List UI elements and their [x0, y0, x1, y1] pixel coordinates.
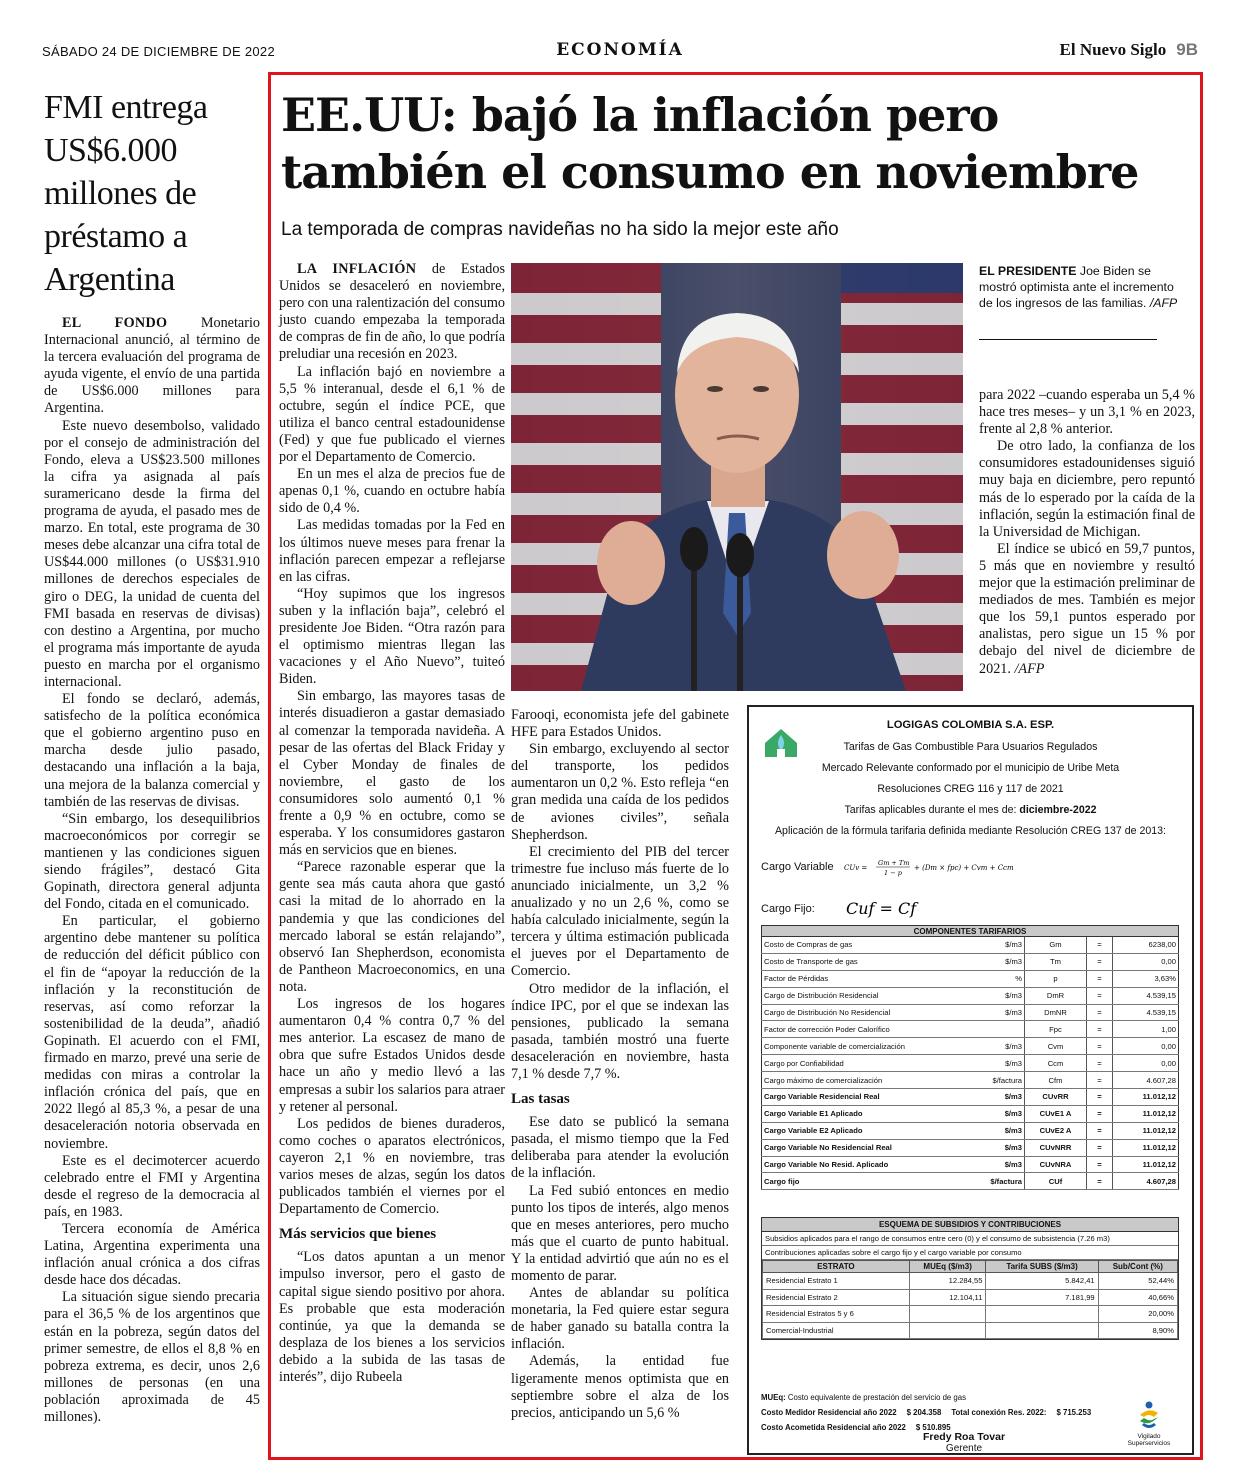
component-symbol: Fpc [1025, 1021, 1087, 1038]
component-value: 11.012,12 [1113, 1122, 1179, 1139]
component-row [762, 1122, 1179, 1139]
logigas-tariff-ad [747, 705, 1194, 1455]
component-value: 1,00 [1113, 1021, 1179, 1038]
svg-text:+ (Dm × fpc) + Cvm + Ccm: + (Dm × fpc) + Cvm + Ccm [914, 864, 1014, 872]
caption-divider [979, 339, 1157, 340]
fmi-body [44, 315, 260, 1426]
fixed-charge-equation [844, 897, 1004, 921]
ad-line-4 [749, 804, 1192, 816]
component-symbol: p [1025, 970, 1087, 987]
feature-subhead: La temporada de compras navideñas no ha sido la mejor este año [281, 219, 839, 240]
component-row [762, 953, 1179, 970]
component-unit: $/m3 [987, 1139, 1025, 1156]
component-symbol: Ccm [1025, 1055, 1087, 1072]
component-value: 4.607,28 [1113, 1173, 1179, 1190]
feature-paragraph: “Parece razonable esperar que la gente sea más cauta ahora que gastó casi la mitad de lo ahorrado en la pandemia y que las condiciones del mercado laboral se están relajando”, observó Ian Shepherdson, economista de Pantheon Macroeconomics, en una nota. [279, 859, 505, 995]
subsidy-percent: 8,90% [1098, 1322, 1177, 1339]
fmi-paragraph-text: Monetario Internacional anunció, al término de la tercera evaluación del programa de ayuda vigente, el envío de una partida de US$6.000 millones para Argentina. [44, 315, 260, 417]
component-row [762, 1072, 1179, 1089]
biden-photo-illustration [511, 263, 963, 691]
signer-name: Fredy Roa Tovar [922, 1431, 1006, 1443]
subsidies-table [761, 1217, 1179, 1340]
component-unit: $/m3 [987, 1089, 1025, 1106]
ad-line-4-prefix: Tarifas aplicables durante el mes de: [844, 804, 1020, 816]
subsidy-percent: 52,44% [1098, 1273, 1177, 1290]
component-row [762, 1004, 1179, 1021]
mueq-label: MUEq: [761, 1393, 786, 1402]
feature-paragraph: El crecimiento del PIB del tercer trimestre fue incluso más fuerte de lo anunciado inicialmente, un 3,2 % anualizado y no un 2,6 %, como se había calculado inicialmente, según la tercera y última estimación publicada el jueves por el Departamento de Comercio. [511, 843, 729, 980]
component-name: Cargo Variable No Resid. Aplicado [762, 1156, 987, 1173]
component-equals: = [1087, 1055, 1113, 1072]
feature-paragraph: De otro lado, la confianza de los consumidores estadounidenses siguió muy baja en diciembre, pero repuntó más de lo esperado por la caída de la inflación, según la estimación final de la Universidad de Michigan. [979, 438, 1195, 540]
component-unit: $/m3 [987, 987, 1025, 1004]
component-name: Cargo por Confiabilidad [762, 1055, 987, 1072]
subsidy-stratum: Comercial-Industrial [763, 1322, 910, 1339]
component-equals: = [1087, 953, 1113, 970]
component-unit [987, 1021, 1025, 1038]
component-value: 11.012,12 [1113, 1156, 1179, 1173]
component-row [762, 1173, 1179, 1190]
tariff-components-table [761, 925, 1179, 1190]
fmi-paragraph: Este nuevo desembolso, validado por el consejo de administración del Fondo, eleva a US$23.500 millones la cifra ya asignada al país suramericano desde la firma del programa de ayuda, el pasado mes de marzo. En total, este programa de 30 meses debe alcanzar una cifra total de US$44.000 millones (o US$31.910 millones de derechos especiales de giro o DEG, la unidad de cuenta del FMI basada en reservas de divisas) con destino a Argentina, por mucho el programa más importante de ayuda puesto en marcha por el organismo internacional. [44, 417, 260, 690]
component-unit: $/factura [987, 1173, 1025, 1190]
feature-subheading: Más servicios que bienes [279, 1226, 437, 1243]
component-symbol: CUvRR [1025, 1089, 1087, 1106]
section-name: ECONOMÍA [556, 40, 684, 60]
subsidies-column-header: Sub/Cont (%) [1098, 1261, 1177, 1273]
svg-text:Cuf = Cf: Cuf = Cf [846, 899, 917, 918]
fmi-lead: EL FONDO [62, 315, 168, 331]
biden-photo [511, 263, 963, 691]
superservicios-logo-icon [1136, 1401, 1162, 1431]
article-credit: /AFP [1010, 660, 1045, 677]
subsidy-rate [986, 1322, 1098, 1339]
component-value: 4.539,15 [1113, 1004, 1179, 1021]
feature-paragraph: Las medidas tomadas por la Fed en los últimos nueve meses para frenar la inflación parecen empezar a reflejarse en las cifras. [279, 517, 505, 585]
component-unit: $/m3 [987, 1156, 1025, 1173]
photo-caption [979, 263, 1179, 311]
feature-paragraph: Los pedidos de bienes duraderos, como coches o aparatos electrónicos, cayeron 2,1 % en noviembre, tras varios meses de alzas, según los datos publicados también el viernes por el Departamento de Comercio. [279, 1115, 505, 1218]
component-name: Costo de Compras de gas [762, 937, 987, 954]
vigilado-label: Vigilado [1137, 1433, 1161, 1440]
component-name: Cargo máximo de comercialización [762, 1072, 987, 1089]
component-value: 0,00 [1113, 1038, 1179, 1055]
masthead [42, 40, 1198, 66]
ad-line-3: Resoluciones CREG 116 y 117 de 2021 [877, 783, 1064, 795]
feature-paragraph: “Hoy supimos que los ingresos suben y la inflación baja”, celebró el presidente Joe Biden. “Otra razón para el optimismo mientras llegan las vacaciones y el Año Nuevo”, tuiteó Biden. [279, 585, 505, 688]
component-name: Cargo Variable No Residencial Real [762, 1139, 987, 1156]
feature-paragraph-text: de Estados Unidos se desaceleró en noviembre, pero con una ralentización del consumo justo cuando empezaba la temporada de compras de fin de año, lo que podría preludiar una recesión en 2023. [279, 261, 506, 363]
component-value: 0,00 [1113, 1055, 1179, 1072]
feature-paragraph: La inflación bajó en noviembre a 5,5 % interanual, desde el 6,1 % de octubre, según el índice PCE, que utiliza el banco central estadounidense (Fed) y que fue publicado el viernes por el Departamento de Comercio. [279, 363, 505, 466]
component-unit: $/factura [987, 1072, 1025, 1089]
subsidies-column-header: MUEq ($/m3) [909, 1261, 986, 1273]
subsidy-rate: 7.181,99 [986, 1289, 1098, 1306]
component-equals: = [1087, 1173, 1113, 1190]
mueq-text: Costo equivalente de prestación del servicio de gas [785, 1393, 966, 1402]
subsidy-stratum: Residencial Estratos 5 y 6 [763, 1306, 910, 1323]
fmi-paragraph [44, 315, 260, 418]
paper-info [1060, 40, 1198, 60]
fmi-paragraph: “Sin embargo, los desequilibrios macroeconómicos por corregir se mantienen y las condiciones siguen siendo frágiles”, destacó Gita Gopinath, directora general adjunta del Fondo, citada en el comunicado. [44, 810, 260, 913]
feature-paragraph: Sin embargo, las mayores tasas de interés disuadieron a gastar demasiado al comenzar la temporada navideña. A pesar de las ofertas del Black Friday y el Cyber Monday de finales de noviembre, el gasto de los consumidores solo aumentó 0,1 % frente a 0,9 % en octubre, como se esperaba. Y los consumidores gastaron más en servicios que en bienes. [279, 688, 505, 859]
feature-paragraph: Además, la entidad fue ligeramente menos optimista que en septiembre sobre el alza de los precios, anticipando un 5,6 % [511, 1353, 729, 1421]
feature-paragraph: Farooqi, economista jefe del gabinete HFE para Estados Unidos. [511, 707, 729, 741]
fmi-paragraph: El fondo se declaró, además, satisfecho de la política económica que el gobierno argentino puso en marcha desde julio pasado, destacando una inflación a la baja, una mejora de la balanza comercial y también de las reservas de divisas. [44, 691, 260, 810]
component-equals: = [1087, 1038, 1113, 1055]
component-value: 4.539,15 [1113, 987, 1179, 1004]
component-value: 0,00 [1113, 953, 1179, 970]
component-unit: $/m3 [987, 1055, 1025, 1072]
feature-paragraph: “Los datos apuntan a un menor impulso inversor, pero el gasto de capital sigue siendo positivo por ahora. Es probable que esta moderación continúe, ya que la demanda se desplaza de los bienes a los servicios debido a la subida de las tasas de interés”, dijo Rubeela [279, 1249, 505, 1385]
svg-text:CUv =: CUv = [844, 864, 868, 872]
components-header: COMPONENTES TARIFARIOS [762, 926, 1179, 937]
component-value: 6238,00 [1113, 937, 1179, 954]
component-value: 11.012,12 [1113, 1139, 1179, 1156]
component-symbol: CUf [1025, 1173, 1087, 1190]
subsidy-rate [986, 1306, 1098, 1323]
component-unit: $/m3 [987, 1122, 1025, 1139]
component-symbol: Cvm [1025, 1038, 1087, 1055]
components-body [762, 937, 1179, 1190]
subsidy-mueq: 12.104,11 [909, 1289, 986, 1306]
feature-subheading: Las tasas [511, 1091, 570, 1108]
caption-text: Joe Biden se mostró optimista ante el incremento de los ingresos de las familias. [979, 264, 1174, 310]
meter-cost-label: Costo Medidor Residencial año 2022 [761, 1408, 897, 1417]
subsidies-note-1: Subsidios aplicados para el rango de consumos entre cero (0) y el consumo de subsistencia (7.26 m3) [762, 1232, 1178, 1246]
component-row [762, 1089, 1179, 1106]
subsidy-stratum: Residencial Estrato 1 [763, 1273, 910, 1290]
component-equals: = [1087, 1139, 1113, 1156]
connection-total-value: $ 715.253 [1056, 1408, 1092, 1417]
component-equals: = [1087, 1021, 1113, 1038]
subsidies-header: ESQUEMA DE SUBSIDIOS Y CONTRIBUCIONES [762, 1218, 1178, 1232]
feature-article [268, 72, 1203, 1460]
component-value: 3,63% [1113, 970, 1179, 987]
subsidies-columns [763, 1261, 1178, 1273]
service-line-cost-label: Costo Acometida Residencial año 2022 [761, 1423, 906, 1432]
variable-charge-equation [844, 857, 1064, 877]
ad-line-2: Mercado Relevante conformado por el municipio de Uribe Meta [821, 762, 1120, 774]
component-equals: = [1087, 937, 1113, 954]
component-name: Factor de Pérdidas [762, 970, 987, 987]
component-equals: = [1087, 1072, 1113, 1089]
feature-paragraph-text: El índice se ubicó en 59,7 puntos, 5 más que en noviembre y resultó mejor que la estimación preliminar de mediados de mes. También es mejor que los 59,1 puntos esperado por analistas, pero sigue un 15 % por debajo del nivel de diciembre de 2021. [979, 540, 1195, 677]
feature-paragraph: En un mes el alza de precios fue de apenas 0,1 %, cuando en octubre había sido de 0,4 %. [279, 466, 505, 517]
component-row [762, 1139, 1179, 1156]
feature-paragraph: Los ingresos de los hogares aumentaron 0,4 % contra 0,7 % del mes anterior. La escasez de mano de obra que sufre Estados Unidos desde hace un año y medio llevó a las empresas a subir los salarios para atraer y retener al personal. [279, 996, 505, 1115]
fmi-paragraph: Este es el decimotercer acuerdo celebrado entre el FMI y Argentina desde el regreso de la democracia al país, en 1983. [44, 1152, 260, 1220]
component-equals: = [1087, 970, 1113, 987]
svg-text:1 − p: 1 − p [884, 869, 902, 877]
subsidies-column-header: Tarifa SUBS ($/m3) [986, 1261, 1098, 1273]
component-row [762, 1055, 1179, 1072]
subsidies-column-header: ESTRATO [763, 1261, 910, 1273]
fmi-article [44, 86, 260, 1426]
fmi-paragraph: Tercera economía de América Latina, Argentina experimenta una inflación anual crónica a dos cifras desde hace dos décadas. [44, 1220, 260, 1289]
component-name: Factor de corrección Poder Calorífico [762, 1021, 987, 1038]
component-symbol: CUvNRR [1025, 1139, 1087, 1156]
paper-name: El Nuevo Siglo [1059, 40, 1167, 59]
component-row [762, 937, 1179, 954]
subsidies-row [763, 1289, 1178, 1306]
component-unit: $/m3 [987, 1038, 1025, 1055]
subsidies-note-2: Contribuciones aplicadas sobre el cargo fijo y el cargo variable por consumo [762, 1246, 1178, 1260]
subsidy-mueq: 12.284,55 [909, 1273, 986, 1290]
component-value: 11.012,12 [1113, 1105, 1179, 1122]
meter-cost-value: $ 204.358 [906, 1408, 942, 1417]
fixed-charge-formula [761, 897, 1004, 921]
component-symbol: DmNR [1025, 1004, 1087, 1021]
component-name: Cargo fijo [762, 1173, 987, 1190]
component-row [762, 1038, 1179, 1055]
caption-credit: /AFP [1146, 296, 1178, 310]
subsidies-row [763, 1322, 1178, 1339]
component-equals: = [1087, 1122, 1113, 1139]
feature-paragraph: Sin embargo, excluyendo al sector del transporte, los pedidos aumentaron un 0,2 %. Esto refleja “en gran medida una caída de los pedidos de aviones civiles”, señala Shepherdson. [511, 741, 729, 843]
component-equals: = [1087, 1089, 1113, 1106]
component-symbol: Tm [1025, 953, 1087, 970]
component-name: Cargo de Distribución No Residencial [762, 1004, 987, 1021]
feature-lead: LA INFLACIÓN [297, 261, 417, 277]
component-name: Componente variable de comercialización [762, 1038, 987, 1055]
feature-column-3 [979, 387, 1195, 678]
caption-lead: EL PRESIDENTE [979, 264, 1077, 278]
component-unit: $/m3 [987, 953, 1025, 970]
variable-charge-label: Cargo Variable [761, 860, 834, 873]
component-name: Costo de Transporte de gas [762, 953, 987, 970]
component-symbol: CUvE1 A [1025, 1105, 1087, 1122]
feature-paragraph [979, 541, 1195, 678]
feature-paragraph: La Fed subió entonces en medio punto los tipos de interés, algo menos que en meses anteriores, pero mucho más que el cuarto de punto habitual. Y la entidad advirtió que aún no es el momento de parar. [511, 1182, 729, 1284]
ad-month: diciembre-2022 [1019, 804, 1097, 816]
page-number: 9B [1176, 40, 1198, 59]
component-value: 11.012,12 [1113, 1089, 1179, 1106]
component-unit: % [987, 970, 1025, 987]
subsidies-body [763, 1273, 1178, 1339]
fixed-charge-label: Cargo Fijo: [761, 902, 815, 915]
meter-cost-row [761, 1408, 1181, 1417]
component-symbol: CUvE2 A [1025, 1122, 1087, 1139]
ad-company-name: LOGIGAS COLOMBIA S.A. ESP. [886, 719, 1055, 731]
feature-column-2 [511, 707, 729, 1422]
ad-line-5: Aplicación de la fórmula tarifaria definida mediante Resolución CREG 137 de 2013: [774, 825, 1167, 837]
component-row [762, 987, 1179, 1004]
subsidy-mueq [909, 1322, 986, 1339]
component-row [762, 1021, 1179, 1038]
component-equals: = [1087, 1004, 1113, 1021]
component-unit: $/m3 [987, 937, 1025, 954]
svg-text:Gm + Tm: Gm + Tm [878, 859, 910, 867]
variable-charge-formula [761, 857, 1064, 877]
component-row [762, 1156, 1179, 1173]
service-line-cost-value: $ 510.895 [915, 1423, 951, 1432]
superservicios-seal [1119, 1401, 1179, 1447]
subsidies-row [763, 1273, 1178, 1290]
fmi-paragraph: En particular, el gobierno argentino debe mantener su política de reducción del déficit público con el fin de “apoyar la reducción de la inflación y la reconstitución de reservas, así como reforzar la sostenibilidad de la deuda”, añadió Gopinath. El acuerdo con el FMI, firmado en marzo, prevé una serie de medidas con miras a controlar la inflación crónica del país, que en 2022 llegó al 85,3 %, a pesar de una desaceleración notoria observada en noviembre. [44, 913, 260, 1152]
component-name: Cargo Variable E1 Aplicado [762, 1105, 987, 1122]
feature-paragraph: Ese dato se publicó la semana pasada, el mismo tiempo que la Fed deliberaba para atender la evolución de la inflación. [511, 1114, 729, 1182]
component-symbol: CUvNRA [1025, 1156, 1087, 1173]
feature-paragraph: Antes de ablandar su política monetaria, la Fed quiere estar segura de haber ganado su batalla contra la inflación. [511, 1285, 729, 1353]
subsidy-stratum: Residencial Estrato 2 [763, 1289, 910, 1306]
component-symbol: Cfm [1025, 1072, 1087, 1089]
ad-line-1: Tarifas de Gas Combustible Para Usuarios Regulados [843, 741, 1098, 753]
feature-column-1 [279, 261, 505, 1386]
component-name: Cargo Variable Residencial Real [762, 1089, 987, 1106]
component-equals: = [1087, 1105, 1113, 1122]
feature-paragraph: Otro medidor de la inflación, el índice IPC, por el que se indexan las pensiones, publicado la semana pasada, también mostró una fuerte desaceleración en noviembre, hasta 7,1 % desde 7,7 %. [511, 980, 729, 1082]
component-unit: $/m3 [987, 1105, 1025, 1122]
issue-date: SÁBADO 24 DE DICIEMBRE DE 2022 [42, 44, 275, 59]
subsidy-percent: 40,66% [1098, 1289, 1177, 1306]
mueq-note [761, 1393, 1181, 1402]
subsidy-mueq [909, 1306, 986, 1323]
component-unit: $/m3 [987, 1004, 1025, 1021]
component-row [762, 1105, 1179, 1122]
subsidies-row [763, 1306, 1178, 1323]
fmi-paragraph: La situación sigue siendo precaria para el 36,5 % de los argentinos que están en la pobreza, según datos del primer semestre, de ellos el 8,8 % en pobreza extrema, es decir, unos 2,6 millones de personas (en una población aproximada de 45 millones). [44, 1289, 260, 1425]
feature-headline: EE.UU: bajó la inflación pero también el consumo en noviembre [281, 88, 1139, 199]
component-symbol: Gm [1025, 937, 1087, 954]
component-name: Cargo de Distribución Residencial [762, 987, 987, 1004]
component-equals: = [1087, 1156, 1113, 1173]
component-equals: = [1087, 987, 1113, 1004]
subsidy-rate: 5.842,41 [986, 1273, 1098, 1290]
connection-total-label: Total conexión Res. 2022: [951, 1408, 1047, 1417]
component-symbol: DmR [1025, 987, 1087, 1004]
fmi-headline: FMI entrega US$6.000 millones de préstamo a Argentina [44, 89, 208, 298]
feature-paragraph [279, 261, 505, 364]
signer-title: Gerente [945, 1443, 983, 1454]
superservicios-label: Superservicios [1127, 1440, 1171, 1447]
feature-paragraph: para 2022 –cuando esperaba un 5,4 % hace tres meses– y un 3,1 % en 2023, frente al 2,8 % anterior. [979, 387, 1195, 438]
signature-block [899, 1431, 1029, 1454]
subsidy-percent: 20,00% [1098, 1306, 1177, 1323]
component-row [762, 970, 1179, 987]
component-value: 4.607,28 [1113, 1072, 1179, 1089]
component-name: Cargo Variable E2 Aplicado [762, 1122, 987, 1139]
